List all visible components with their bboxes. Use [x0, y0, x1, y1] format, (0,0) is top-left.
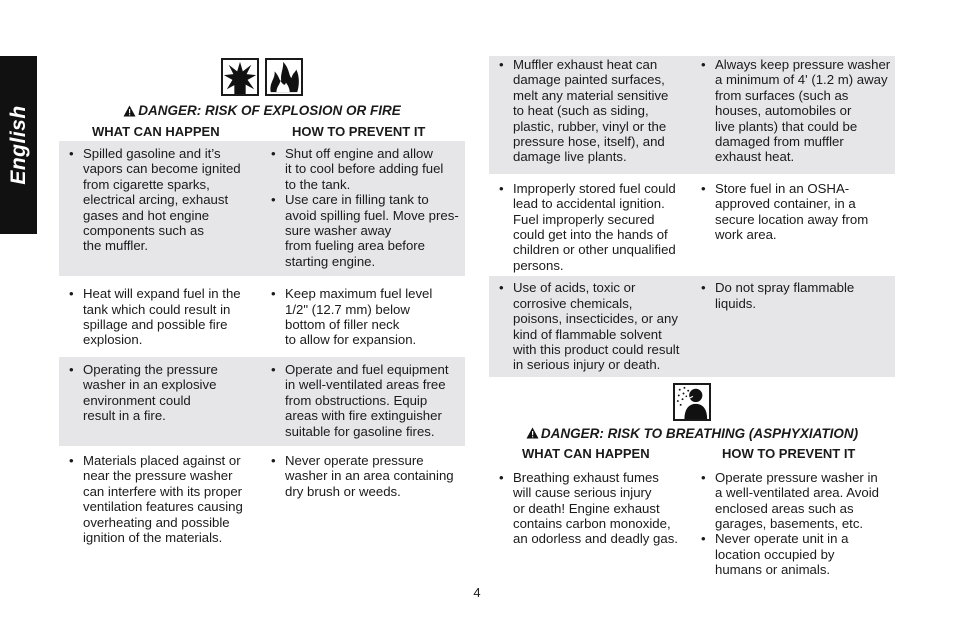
explosion-hazard-icons — [59, 58, 465, 96]
explosion-danger-title-text: DANGER: RISK OF EXPLOSION OR FIRE — [138, 103, 401, 118]
table-row — [59, 141, 465, 276]
hazard-cell — [59, 453, 260, 545]
prevention-cell — [260, 453, 465, 545]
prevention-cell — [260, 146, 465, 269]
hazard-cell — [59, 146, 260, 269]
prevention-cell — [690, 181, 895, 273]
list-item: • Materials placed against or near the pressure washer can interfere with its proper ventilation features causing overheating and possible ignition of the materials. — [68, 453, 258, 545]
table-row — [489, 174, 895, 276]
list-item: • Breathing exhaust fumes will cause serious injury or death! Engine exhaust contains carbon monoxide, an odorless and deadly gas. — [498, 470, 688, 547]
prevention-cell — [690, 470, 895, 578]
prevention-cell — [260, 286, 465, 348]
table-row — [489, 276, 895, 376]
prevention-cell — [690, 280, 895, 372]
list-item: • Keep maximum fuel level 1/2" (12.7 mm) below bottom of filler neck to allow for expansion. — [270, 286, 465, 348]
list-item: • Improperly stored fuel could lead to accidental ignition. Fuel improperly secured could get into the hands of children or other unqualified persons. — [498, 181, 688, 273]
list-item: • Shut off engine and allow it to cool before adding fuel to the tank. — [270, 146, 465, 192]
list-item: • Muffler exhaust heat can damage painted surfaces, melt any material sensitive to heat (such as siding, plastic, rubber, vinyl or the pressure hose, itself), and damage live plants. — [498, 57, 688, 165]
hazard-cell — [489, 57, 690, 165]
prevention-cell — [260, 362, 465, 439]
explosion-section — [59, 58, 465, 552]
prevention-cell — [690, 57, 895, 165]
breathing-table — [489, 464, 895, 585]
fire-icon — [265, 58, 303, 96]
warning-triangle-icon — [123, 105, 136, 117]
how-to-prevent-heading: HOW TO PREVENT IT — [292, 123, 426, 139]
what-can-happen-heading: WHAT CAN HAPPEN — [522, 446, 650, 462]
breathing-table-header — [489, 444, 895, 464]
table-row — [489, 56, 895, 174]
page-number: 4 — [473, 585, 481, 600]
explosion-danger-title — [59, 102, 465, 119]
breathing-danger-title — [489, 425, 895, 442]
list-item: • Use of acids, toxic or corrosive chemicals, poisons, insecticides, or any kind of flammable solvent with this product could result in serious injury or death. — [498, 280, 688, 372]
list-item: • Operate and fuel equipment in well-ventilated areas free from obstructions. Equip areas with fire extinguisher suitable for gasoline fires. — [270, 362, 465, 439]
breathing-hazard-icons — [489, 383, 895, 421]
hazard-cell — [489, 280, 690, 372]
asphyxiation-icon — [673, 383, 711, 421]
hazard-cell — [59, 362, 260, 439]
list-item: • Store fuel in an OSHA- approved container, in a secure location away from work area. — [700, 181, 895, 243]
table-row — [59, 276, 465, 357]
how-to-prevent-heading: HOW TO PREVENT IT — [722, 446, 856, 462]
explosion-table-continued — [489, 56, 895, 377]
explosion-table-header — [59, 121, 465, 141]
explosion-icon — [221, 58, 259, 96]
list-item: • Do not spray flammable liquids. — [700, 280, 895, 311]
what-can-happen-heading: WHAT CAN HAPPEN — [92, 123, 220, 139]
list-item: • Always keep pressure washer a minimum of 4' (1.2 m) away from surfaces (such as houses, automobiles or live plants) that could be damaged from muffler exhaust heat. — [700, 57, 895, 165]
hazard-cell — [489, 470, 690, 578]
table-row — [59, 446, 465, 552]
list-item: • Spilled gasoline and it’s vapors can become ignited from cigarette sparks, electrical arcing, exhaust gases and hot engine components such as the muffler. — [68, 146, 258, 254]
list-item: • Never operate pressure washer in an area containing dry brush or weeds. — [270, 453, 465, 499]
table-row — [59, 357, 465, 446]
right-column — [489, 56, 895, 585]
list-item: • Heat will expand fuel in the tank which could result in spillage and possible fire explosion. — [68, 286, 258, 348]
table-row — [489, 464, 895, 585]
language-tab — [0, 56, 37, 234]
language-tab-label: English — [6, 105, 30, 185]
list-item: • Use care in filling tank to avoid spilling fuel. Move pres- sure washer away from fueling area before starting engine. — [270, 192, 465, 269]
breathing-danger-title-text: DANGER: RISK TO BREATHING (ASPHYXIATION) — [540, 425, 859, 441]
list-item: • Never operate unit in a location occupied by humans or animals. — [700, 531, 895, 577]
list-item: • Operate pressure washer in a well-ventilated area. Avoid enclosed areas such as garages, basements, etc. — [700, 470, 895, 532]
explosion-table — [59, 141, 465, 552]
hazard-cell — [489, 181, 690, 273]
list-item: • Operating the pressure washer in an explosive environment could result in a fire. — [68, 362, 258, 424]
warning-triangle-icon — [526, 427, 539, 439]
hazard-cell — [59, 286, 260, 348]
